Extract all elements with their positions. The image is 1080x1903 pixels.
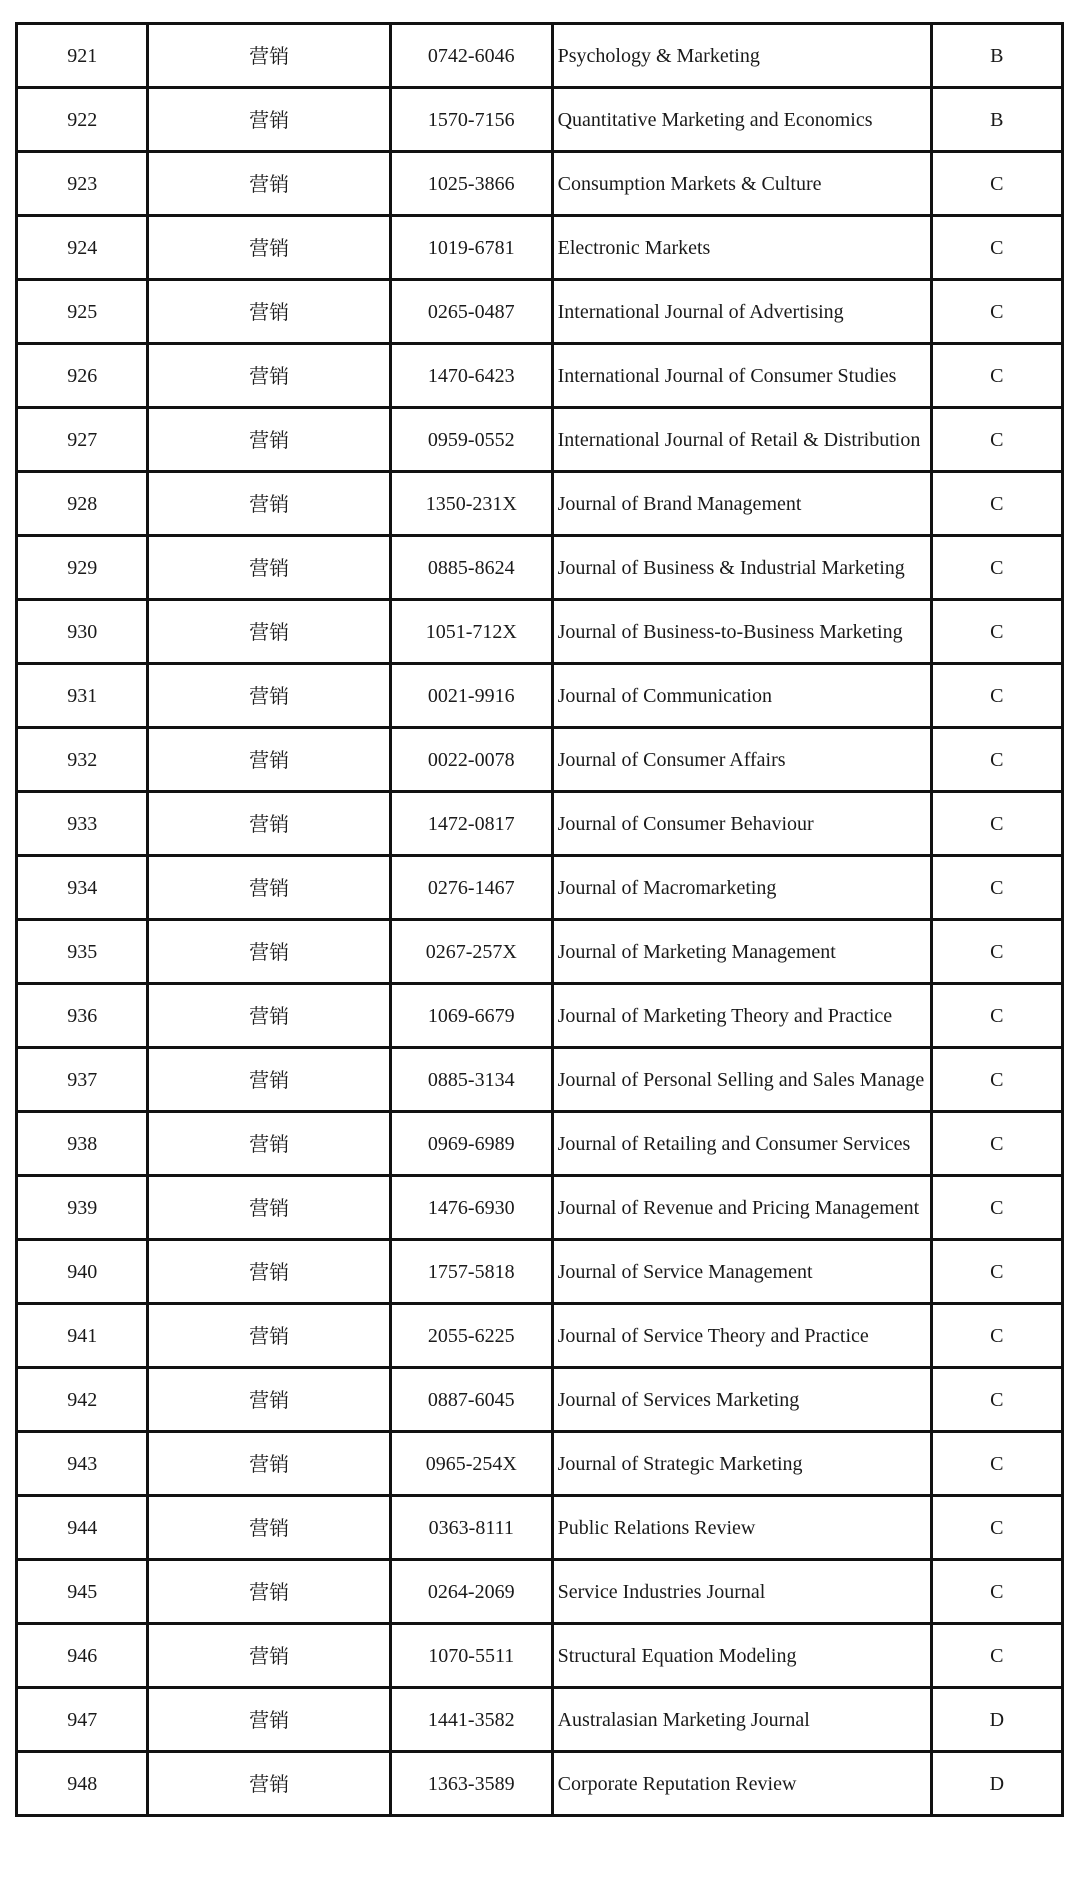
grade-cell: C: [931, 1432, 1062, 1496]
category-cell: 营销: [148, 1112, 391, 1176]
row-number-cell: 924: [17, 216, 148, 280]
table-row: [17, 920, 1063, 984]
category-cell: 营销: [148, 1176, 391, 1240]
table-row: [17, 792, 1063, 856]
category-cell: 营销: [148, 536, 391, 600]
category-cell: 营销: [148, 1752, 391, 1816]
row-number-cell: 943: [17, 1432, 148, 1496]
table-row: [17, 600, 1063, 664]
category-cell: 营销: [148, 408, 391, 472]
issn-cell: 0363-8111: [390, 1496, 552, 1560]
journal-name-cell: Quantitative Marketing and Economics: [552, 88, 931, 152]
journal-name-cell: Journal of Marketing Theory and Practice: [552, 984, 931, 1048]
row-number-cell: 923: [17, 152, 148, 216]
issn-cell: 1472-0817: [390, 792, 552, 856]
row-number-cell: 937: [17, 1048, 148, 1112]
grade-cell: C: [931, 1240, 1062, 1304]
row-number-cell: 928: [17, 472, 148, 536]
row-number-cell: 922: [17, 88, 148, 152]
table-row: [17, 1496, 1063, 1560]
journal-name-cell: Journal of Strategic Marketing: [552, 1432, 931, 1496]
journal-table: [15, 22, 1064, 1817]
grade-cell: C: [931, 1624, 1062, 1688]
journal-name-cell: Public Relations Review: [552, 1496, 931, 1560]
category-cell: 营销: [148, 1496, 391, 1560]
row-number-cell: 927: [17, 408, 148, 472]
issn-cell: 1051-712X: [390, 600, 552, 664]
grade-cell: C: [931, 408, 1062, 472]
table-row: [17, 1432, 1063, 1496]
category-cell: 营销: [148, 280, 391, 344]
journal-name-cell: Journal of Service Theory and Practice: [552, 1304, 931, 1368]
grade-cell: C: [931, 1304, 1062, 1368]
journal-name-cell: Journal of Macromarketing: [552, 856, 931, 920]
category-cell: 营销: [148, 1432, 391, 1496]
row-number-cell: 939: [17, 1176, 148, 1240]
issn-cell: 1069-6679: [390, 984, 552, 1048]
journal-name-cell: Journal of Consumer Behaviour: [552, 792, 931, 856]
category-cell: 营销: [148, 792, 391, 856]
table-row: [17, 856, 1063, 920]
issn-cell: 0885-3134: [390, 1048, 552, 1112]
grade-cell: C: [931, 472, 1062, 536]
table-body: [17, 24, 1063, 1816]
grade-cell: C: [931, 920, 1062, 984]
table-row: [17, 24, 1063, 88]
grade-cell: C: [931, 856, 1062, 920]
journal-name-cell: Service Industries Journal: [552, 1560, 931, 1624]
table-row: [17, 984, 1063, 1048]
row-number-cell: 926: [17, 344, 148, 408]
category-cell: 营销: [148, 664, 391, 728]
row-number-cell: 944: [17, 1496, 148, 1560]
table-row: [17, 536, 1063, 600]
issn-cell: 0264-2069: [390, 1560, 552, 1624]
grade-cell: B: [931, 24, 1062, 88]
issn-cell: 1570-7156: [390, 88, 552, 152]
row-number-cell: 940: [17, 1240, 148, 1304]
grade-cell: C: [931, 1112, 1062, 1176]
table-row: [17, 152, 1063, 216]
journal-name-cell: International Journal of Advertising: [552, 280, 931, 344]
category-cell: 营销: [148, 24, 391, 88]
grade-cell: C: [931, 536, 1062, 600]
category-cell: 营销: [148, 1560, 391, 1624]
issn-cell: 0887-6045: [390, 1368, 552, 1432]
table-row: [17, 216, 1063, 280]
grade-cell: C: [931, 280, 1062, 344]
grade-cell: D: [931, 1752, 1062, 1816]
journal-name-cell: Corporate Reputation Review: [552, 1752, 931, 1816]
category-cell: 营销: [148, 600, 391, 664]
table-row: [17, 1752, 1063, 1816]
row-number-cell: 942: [17, 1368, 148, 1432]
table-row: [17, 664, 1063, 728]
issn-cell: 1470-6423: [390, 344, 552, 408]
row-number-cell: 946: [17, 1624, 148, 1688]
journal-name-cell: Journal of Business & Industrial Marketing: [552, 536, 931, 600]
table-row: [17, 472, 1063, 536]
issn-cell: 0969-6989: [390, 1112, 552, 1176]
grade-cell: C: [931, 1496, 1062, 1560]
journal-name-cell: Journal of Services Marketing: [552, 1368, 931, 1432]
journal-name-cell: Journal of Business-to-Business Marketing: [552, 600, 931, 664]
issn-cell: 0022-0078: [390, 728, 552, 792]
issn-cell: 1019-6781: [390, 216, 552, 280]
row-number-cell: 929: [17, 536, 148, 600]
grade-cell: C: [931, 216, 1062, 280]
grade-cell: C: [931, 664, 1062, 728]
row-number-cell: 930: [17, 600, 148, 664]
issn-cell: 1476-6930: [390, 1176, 552, 1240]
journal-name-cell: Structural Equation Modeling: [552, 1624, 931, 1688]
row-number-cell: 947: [17, 1688, 148, 1752]
table-row: [17, 1240, 1063, 1304]
table-row: [17, 344, 1063, 408]
table-row: [17, 1368, 1063, 1432]
issn-cell: 0267-257X: [390, 920, 552, 984]
table-row: [17, 1624, 1063, 1688]
grade-cell: C: [931, 792, 1062, 856]
row-number-cell: 932: [17, 728, 148, 792]
category-cell: 营销: [148, 1304, 391, 1368]
table-row: [17, 1048, 1063, 1112]
category-cell: 营销: [148, 1624, 391, 1688]
issn-cell: 2055-6225: [390, 1304, 552, 1368]
issn-cell: 0265-0487: [390, 280, 552, 344]
grade-cell: B: [931, 88, 1062, 152]
table-row: [17, 1176, 1063, 1240]
grade-cell: C: [931, 344, 1062, 408]
issn-cell: 0276-1467: [390, 856, 552, 920]
journal-name-cell: International Journal of Consumer Studies: [552, 344, 931, 408]
issn-cell: 1070-5511: [390, 1624, 552, 1688]
journal-name-cell: Consumption Markets & Culture: [552, 152, 931, 216]
table-row: [17, 1304, 1063, 1368]
table-row: [17, 728, 1063, 792]
category-cell: 营销: [148, 920, 391, 984]
issn-cell: 0885-8624: [390, 536, 552, 600]
journal-name-cell: Australasian Marketing Journal: [552, 1688, 931, 1752]
issn-cell: 0959-0552: [390, 408, 552, 472]
journal-name-cell: International Journal of Retail & Distribution: [552, 408, 931, 472]
journal-name-cell: Journal of Personal Selling and Sales Manage: [552, 1048, 931, 1112]
table-row: [17, 1560, 1063, 1624]
issn-cell: 0021-9916: [390, 664, 552, 728]
category-cell: 营销: [148, 728, 391, 792]
category-cell: 营销: [148, 984, 391, 1048]
row-number-cell: 921: [17, 24, 148, 88]
category-cell: 营销: [148, 1688, 391, 1752]
issn-cell: 1350-231X: [390, 472, 552, 536]
issn-cell: 0965-254X: [390, 1432, 552, 1496]
journal-name-cell: Journal of Service Management: [552, 1240, 931, 1304]
journal-name-cell: Journal of Revenue and Pricing Management: [552, 1176, 931, 1240]
grade-cell: C: [931, 1368, 1062, 1432]
journal-name-cell: Psychology & Marketing: [552, 24, 931, 88]
issn-cell: 1025-3866: [390, 152, 552, 216]
row-number-cell: 933: [17, 792, 148, 856]
grade-cell: C: [931, 984, 1062, 1048]
row-number-cell: 935: [17, 920, 148, 984]
category-cell: 营销: [148, 152, 391, 216]
row-number-cell: 925: [17, 280, 148, 344]
grade-cell: C: [931, 152, 1062, 216]
journal-name-cell: Electronic Markets: [552, 216, 931, 280]
issn-cell: 1363-3589: [390, 1752, 552, 1816]
category-cell: 营销: [148, 1240, 391, 1304]
table-row: [17, 280, 1063, 344]
issn-cell: 0742-6046: [390, 24, 552, 88]
row-number-cell: 934: [17, 856, 148, 920]
journal-name-cell: Journal of Communication: [552, 664, 931, 728]
journal-name-cell: Journal of Brand Management: [552, 472, 931, 536]
category-cell: 营销: [148, 1048, 391, 1112]
table-row: [17, 1112, 1063, 1176]
journal-name-cell: Journal of Consumer Affairs: [552, 728, 931, 792]
issn-cell: 1757-5818: [390, 1240, 552, 1304]
category-cell: 营销: [148, 1368, 391, 1432]
table-row: [17, 1688, 1063, 1752]
category-cell: 营销: [148, 88, 391, 152]
row-number-cell: 945: [17, 1560, 148, 1624]
journal-name-cell: Journal of Marketing Management: [552, 920, 931, 984]
category-cell: 营销: [148, 856, 391, 920]
row-number-cell: 931: [17, 664, 148, 728]
category-cell: 营销: [148, 216, 391, 280]
grade-cell: C: [931, 1176, 1062, 1240]
row-number-cell: 941: [17, 1304, 148, 1368]
category-cell: 营销: [148, 344, 391, 408]
row-number-cell: 948: [17, 1752, 148, 1816]
row-number-cell: 936: [17, 984, 148, 1048]
grade-cell: C: [931, 1048, 1062, 1112]
grade-cell: D: [931, 1688, 1062, 1752]
category-cell: 营销: [148, 472, 391, 536]
row-number-cell: 938: [17, 1112, 148, 1176]
journal-name-cell: Journal of Retailing and Consumer Services: [552, 1112, 931, 1176]
grade-cell: C: [931, 728, 1062, 792]
issn-cell: 1441-3582: [390, 1688, 552, 1752]
grade-cell: C: [931, 600, 1062, 664]
table-row: [17, 408, 1063, 472]
table-row: [17, 88, 1063, 152]
grade-cell: C: [931, 1560, 1062, 1624]
